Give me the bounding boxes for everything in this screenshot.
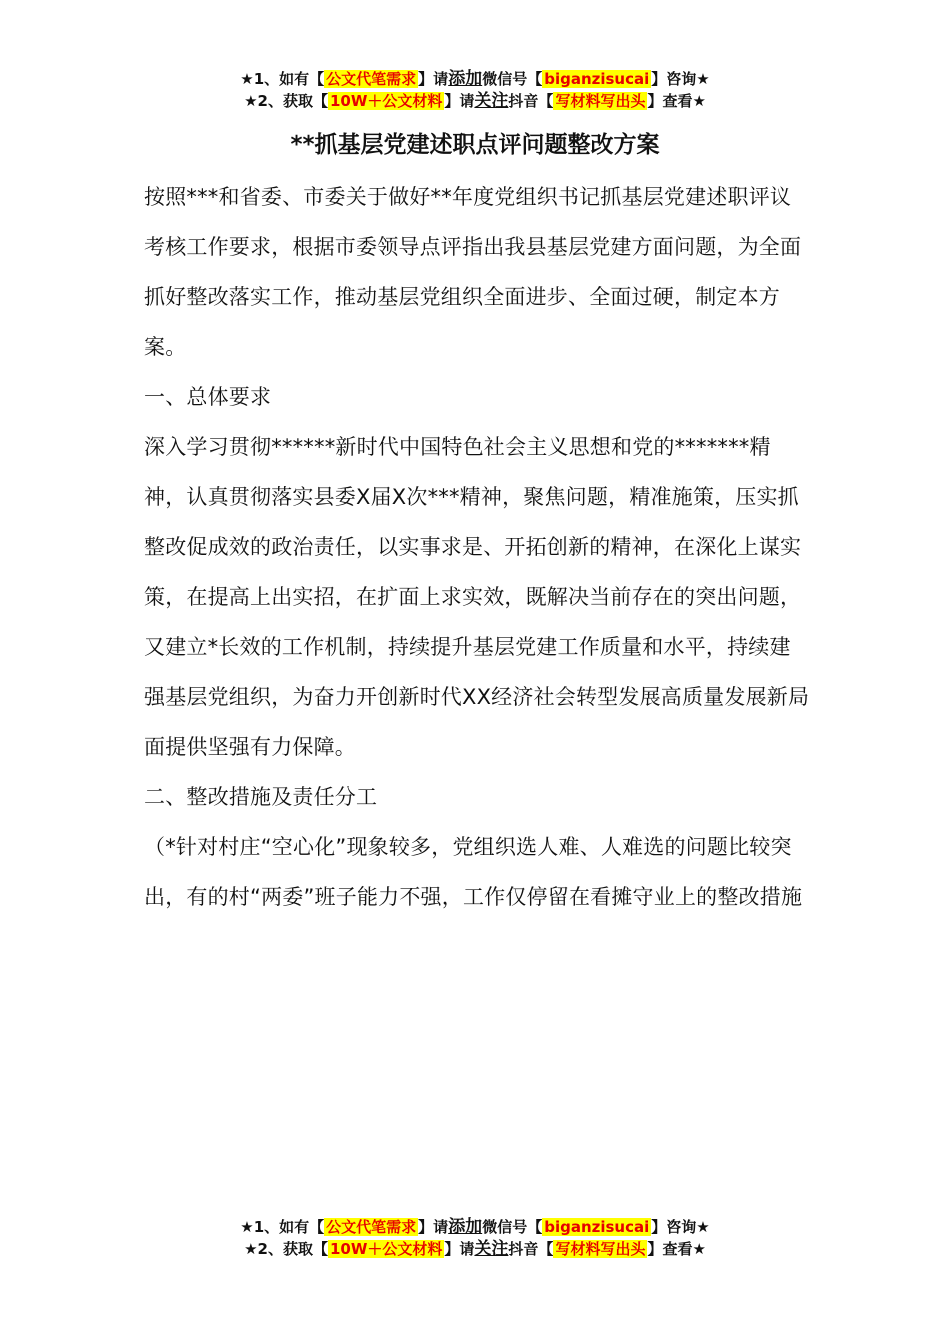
paragraph-requirements: 深入学习贯彻******新时代中国特色社会主义思想和党的*******精神，认真贯彻落实县委X届X次***精神，聚焦问题，精准施策，压实抓整改促成效的政治责任，以实事求是、开拓创新的精神，在深化上谋实策，在提高上出实招，在扩面上求实效，既解决当前存在的突出问题，又建立*长效的工作机制，持续提升基层党建工作质量和水平，持续建强基层党组织，为奋力开创新时代XX经济社会转型发展高质量发展新局面提供坚强有力保障。: [144, 435, 810, 759]
banner-text: 】查看★: [647, 1240, 706, 1258]
banner-highlight: 写材料写出头: [555, 1240, 646, 1258]
banner-text: 】请: [418, 70, 449, 88]
banner-text: 】请: [444, 92, 475, 110]
header-banner: [0, 68, 950, 112]
banner-text: ★1、如有【: [240, 70, 325, 88]
banner-highlight: 公文代笔需求: [326, 1218, 417, 1236]
banner-highlight: 10W＋公文材料: [329, 92, 443, 110]
document-body: [144, 172, 810, 922]
footer-banner: [0, 1216, 950, 1260]
banner-text: 】咨询★: [651, 1218, 710, 1236]
banner-text: 】咨询★: [651, 70, 710, 88]
banner-emphasis: 添加: [448, 69, 483, 89]
banner-text: 】请: [418, 1218, 449, 1236]
banner-line-2: [0, 90, 950, 112]
banner-highlight: biganzisucai: [544, 70, 650, 88]
banner-text: ★1、如有【: [240, 1218, 325, 1236]
banner-text: 微信号【: [482, 70, 543, 88]
section-heading-2: 二、整改措施及责任分工: [144, 785, 378, 809]
banner-line-2: [0, 1238, 950, 1260]
banner-text: ★2、获取【: [244, 1240, 328, 1258]
document-title: **抓基层党建述职点评问题整改方案: [290, 132, 660, 158]
banner-text: 抖音【: [508, 92, 554, 110]
banner-text: 微信号【: [482, 1218, 543, 1236]
banner-highlight: 10W＋公文材料: [329, 1240, 443, 1258]
banner-line-1: [0, 1216, 950, 1238]
banner-line-1: [0, 68, 950, 90]
banner-text: 】请: [444, 1240, 475, 1258]
banner-emphasis: 添加: [448, 1217, 483, 1237]
banner-highlight: biganzisucai: [544, 1218, 650, 1236]
banner-emphasis: 关注: [474, 91, 509, 111]
section-heading-1: 一、总体要求: [144, 385, 272, 409]
paragraph-intro: 按照***和省委、市委关于做好**年度党组织书记抓基层党建述职评议考核工作要求，根据市委领导点评指出我县基层党建方面问题，为全面抓好整改落实工作，推动基层党组织全面进步、全面过硬，制定本方案。: [144, 185, 802, 359]
banner-highlight: 公文代笔需求: [326, 70, 417, 88]
banner-text: 】查看★: [647, 92, 706, 110]
banner-highlight: 写材料写出头: [555, 92, 646, 110]
banner-text: ★2、获取【: [244, 92, 328, 110]
banner-text: 抖音【: [508, 1240, 554, 1258]
paragraph-measures: （*针对村庄“空心化”现象较多，党组织选人难、人难选的问题比较突出，有的村“两委”班子能力不强，工作仅停留在看摊守业上的整改措施: [144, 835, 803, 909]
banner-emphasis: 关注: [474, 1239, 509, 1259]
